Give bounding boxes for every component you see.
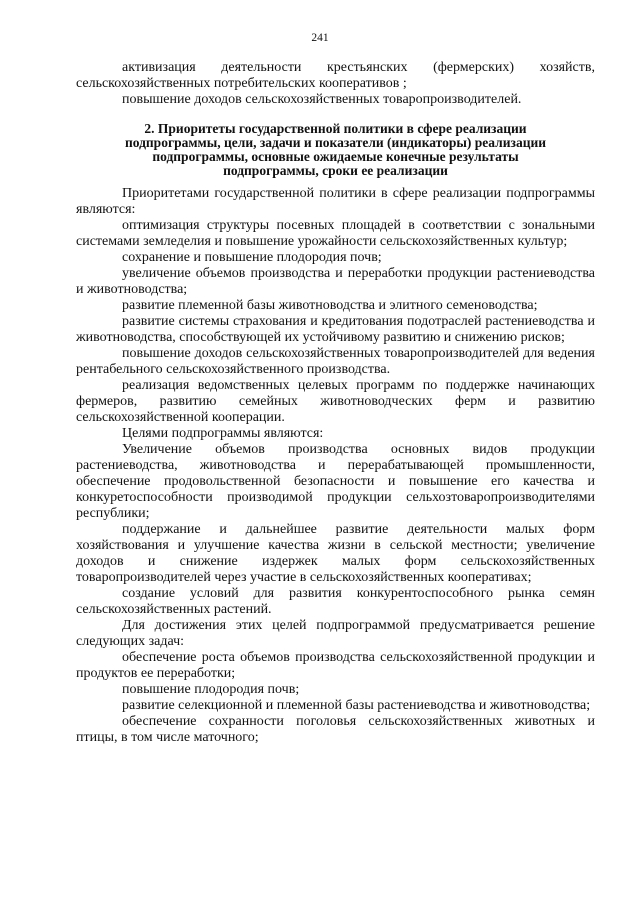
paragraph: реализация ведомственных целевых программ по поддержке начинающих фермеров, развитию семейных животноводческих ферм и развитию сельскохозяйственной кооперации. (76, 378, 595, 425)
heading-line: 2. Приоритеты государственной политики в сфере реализации (144, 121, 527, 136)
paragraph: поддержание и дальнейшее развитие деятельности малых форм хозяйствования и улучшение качества жизни в сельской местности; увеличение доходов и снижение издержек малых форм сельскохозяйственных товаропроизводителей через участие в сельскохозяйственных кооперативах; (76, 522, 595, 585)
paragraph: Приоритетами государственной политики в сфере реализации подпрограммы являются: (76, 186, 595, 217)
page-content (76, 60, 595, 746)
paragraph: развитие селекционной и племенной базы растениеводства и животноводства; (122, 698, 591, 713)
heading-line: подпрограммы, основные ожидаемые конечные результаты (152, 149, 519, 164)
paragraph: Целями подпрограммы являются: (122, 426, 324, 441)
paragraph: Увеличение объемов производства основных видов продукции растениеводства, животноводства и перерабатывающей промышленности, обеспечение продовольственной безопасности и повышение его качества и конкуретоспособности производимой продукции сельхозтоваропроизводителями республики; (76, 442, 595, 521)
section-heading (76, 122, 595, 178)
paragraph: развитие племенной базы животноводства и элитного семеноводства; (122, 298, 538, 313)
paragraph: повышение доходов сельскохозяйственных товаропроизводителей. (122, 92, 522, 107)
paragraph: активизация деятельности крестьянских (фермерских) хозяйств, сельскохозяйственных потребительских кооперативов ; (76, 60, 595, 91)
heading-line: подпрограммы, сроки ее реализации (223, 163, 448, 178)
page-number: 241 (311, 32, 329, 44)
paragraph: Для достижения этих целей подпрограммой предусматривается решение следующих задач: (76, 618, 595, 649)
paragraph: создание условий для развития конкурентоспособного рынка семян сельскохозяйственных растений. (76, 586, 595, 617)
heading-line: подпрограммы, цели, задачи и показатели (индикаторы) реализации (124, 135, 547, 150)
paragraph: повышение доходов сельскохозяйственных товаропроизводителей для ведения рентабельного сельскохозяйственного производства. (76, 346, 595, 377)
paragraph: сохранение и повышение плодородия почв; (122, 250, 382, 265)
paragraph: обеспечение сохранности поголовья сельскохозяйственных животных и птицы, в том числе маточного; (76, 714, 595, 745)
paragraph: обеспечение роста объемов производства сельскохозяйственной продукции и продуктов ее переработки; (76, 650, 595, 681)
paragraph: увеличение объемов производства и переработки продукции растениеводства и животноводства; (76, 266, 595, 297)
paragraph: оптимизация структуры посевных площадей в соответствии с зональными системами земледелия и повышение урожайности сельскохозяйственных культур; (76, 218, 595, 249)
paragraph: развитие системы страхования и кредитования подотраслей растениеводства и животноводства, способствующей их устойчивому развитию и снижению рисков; (76, 314, 595, 345)
paragraph: повышение плодородия почв; (122, 682, 300, 697)
